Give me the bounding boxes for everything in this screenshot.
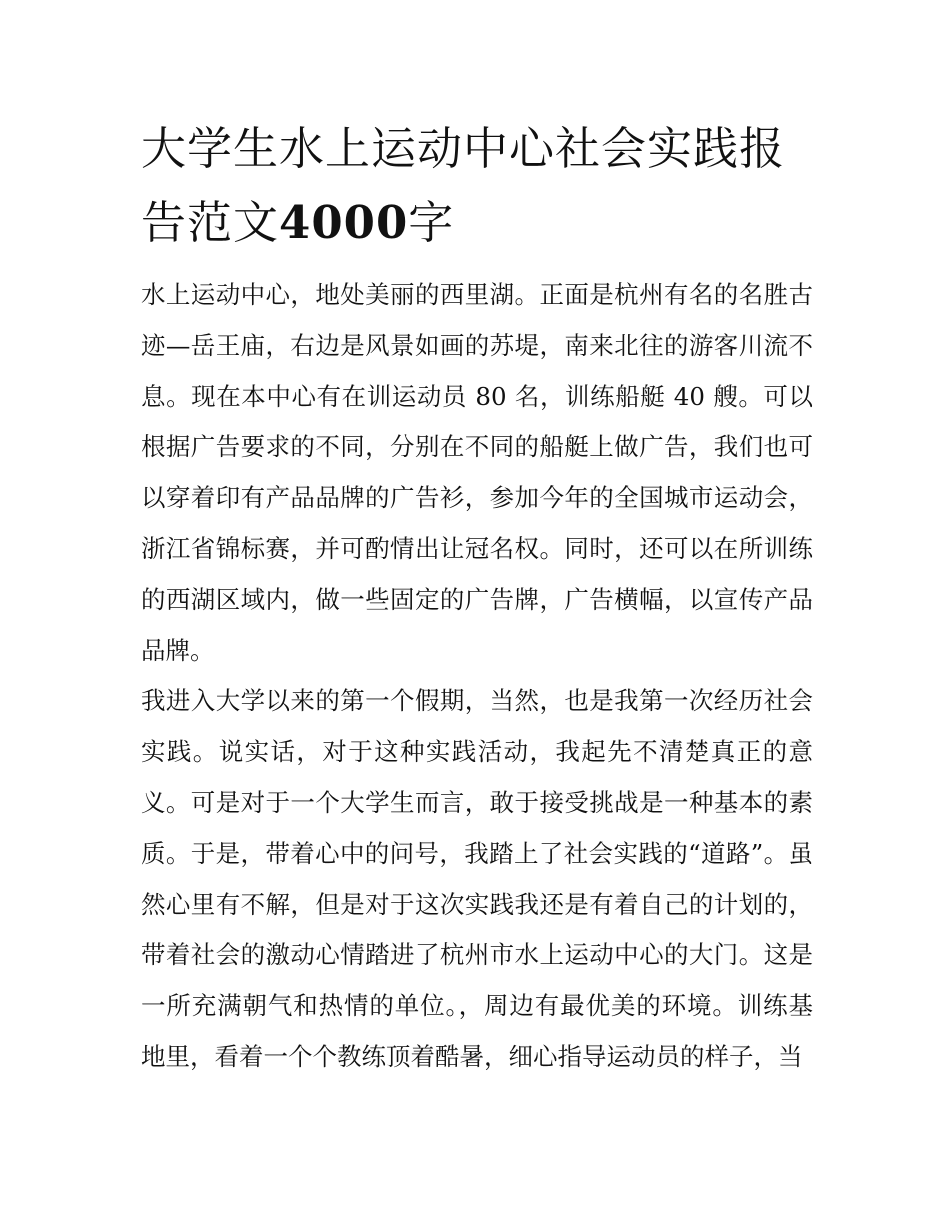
title-main-text: 大学生水上运动中心社会实践报告范文	[141, 122, 786, 249]
title-number: 4000	[279, 196, 409, 249]
document-body	[141, 270, 813, 1083]
paragraph-water-sports-center: 水上运动中心，地处美丽的西里湖。正面是杭州有名的名胜古迹—岳王庙，右边是风景如画的苏堤，南来北往的游客川流不息。现在本中心有在训运动员 80 名，训练船艇 40 艘。可以根据广告要求的不同，分别在不同的船艇上做广告，我们也可以穿着印有产品品牌的广告衫，参加今年的全国城市运动会，浙江省锦标赛，并可酌情出让冠名权。同时，还可以在所训练的西湖区域内，做一些固定的广告牌，广告横幅，以宣传产品品牌。	[141, 280, 813, 665]
title-suffix: 字	[408, 196, 455, 249]
document-title	[141, 112, 813, 260]
document-page	[141, 112, 813, 1083]
paragraph-first-practice: 我进入大学以来的第一个假期，当然，也是我第一次经历社会实践。说实话，对于这种实践活动，我起先不清楚真正的意义。可是对于一个大学生而言，敢于接受挑战是一种基本的素质。于是，带着心中的问号，我踏上了社会实践的“道路”。虽然心里有不解，但是对于这次实践我还是有着自己的计划的，带着社会的激动心情踏进了杭州市水上运动中心的大门。这是一所充满朝气和热情的单位。，周边有最优美的环境。训练基地里，看着一个个教练顶着酷暑，细心指导运动员的样子，当	[141, 686, 813, 1071]
